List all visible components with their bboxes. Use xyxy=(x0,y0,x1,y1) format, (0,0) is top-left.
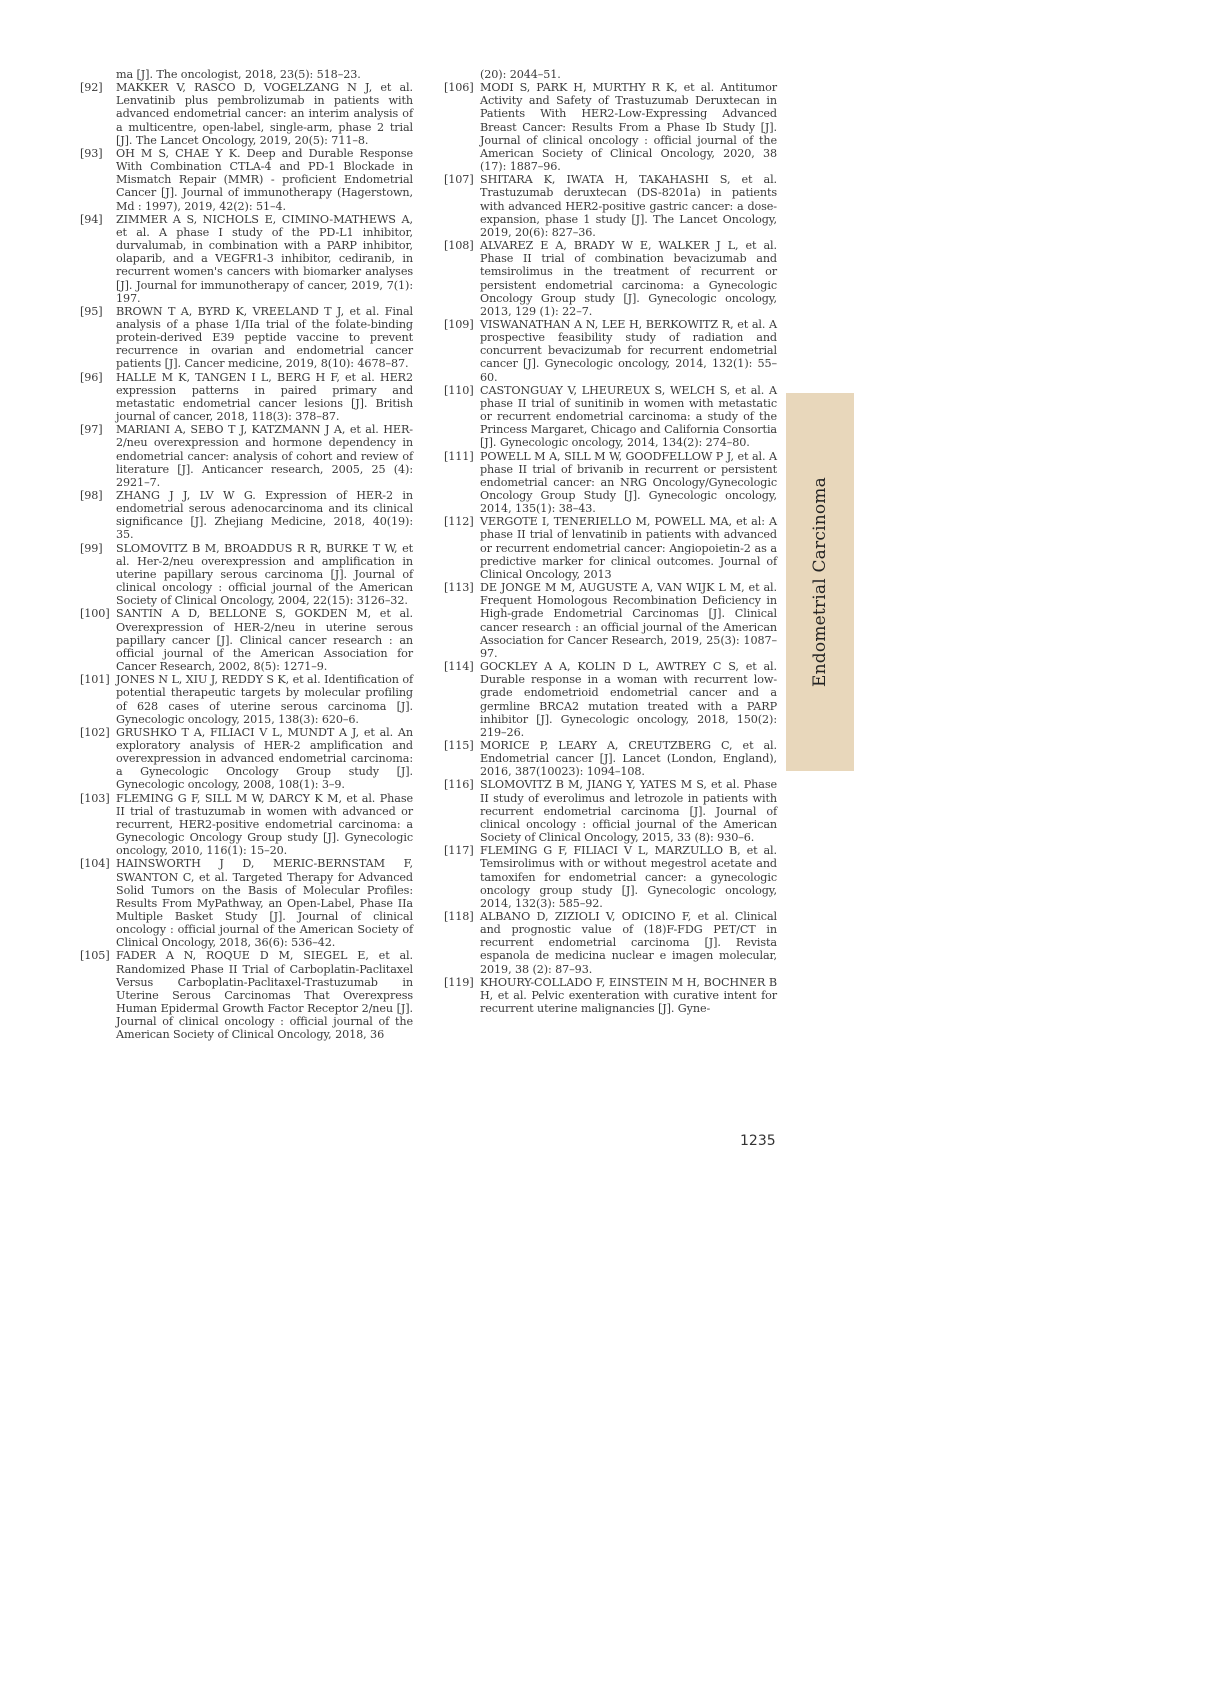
reference-entry xyxy=(80,305,413,371)
reference-number: [102] xyxy=(80,725,110,739)
reference-number: [96] xyxy=(80,370,103,384)
reference-number: [111] xyxy=(444,449,474,463)
reference-number: [114] xyxy=(444,660,474,674)
reference-number: [100] xyxy=(80,607,110,621)
reference-number: [108] xyxy=(444,239,474,253)
reference-text: HALLE M K, TANGEN I L, BERG H F, et al. HER2 expression patterns in paired primary and metastatic endometrial cancer lesions [J]. British journal of cancer, 2018, 118(3): 378–87. xyxy=(116,370,413,424)
reference-entry xyxy=(444,450,777,516)
reference-entry xyxy=(80,949,413,1041)
reference-number: [106] xyxy=(444,81,474,95)
reference-number: [104] xyxy=(80,857,110,871)
reference-entry xyxy=(444,660,777,739)
section-side-tab-label: Endometrial Carcinoma xyxy=(810,477,830,687)
reference-text: SANTIN A D, BELLONE S, GOKDEN M, et al. Overexpression of HER-2/neu in uterine serous papillary cancer [J]. Clinical cancer research : an official journal of the American Association for Cancer Research, 2002, 8(5): 1271–9. xyxy=(116,607,413,674)
reference-entry xyxy=(444,173,777,239)
reference-text: DE JONGE M M, AUGUSTE A, VAN WIJK L M, et al. Frequent Homologous Recombination Deficiency in High-grade Endometrial Carcinomas [J]. Clinical cancer research : an official journal of the American Association for Cancer Research, 2019, 25(3): 1087–97. xyxy=(480,581,777,660)
reference-text: BROWN T A, BYRD K, VREELAND T J, et al. Final analysis of a phase 1/IIa trial of the folate-binding protein-derived E39 peptide vaccine to prevent recurrence in ovarian and endometrial cancer patients [J]. Cancer medicine, 2019, 8(10): 4678–87. xyxy=(116,304,413,371)
reference-text: MARIANI A, SEBO T J, KATZMANN J A, et al. HER-2/neu overexpression and hormone dependency in endometrial cancer: analysis of cohort and review of literature [J]. Anticancer research, 2005, 25 (4): 2921–7. xyxy=(116,423,413,489)
reference-text: MORICE P, LEARY A, CREUTZBERG C, et al. Endometrial cancer [J]. Lancet (London, England), 2016, 387(10023): 1094–108. xyxy=(480,738,777,779)
reference-entry xyxy=(80,68,413,81)
reference-text: ZHANG J J, LV W G. Expression of HER-2 in endometrial serous adenocarcinoma and its clinical significance [J]. Zhejiang Medicine, 2018, 40(19): 35. xyxy=(116,489,413,542)
reference-text: CASTONGUAY V, LHEUREUX S, WELCH S, et al. A phase II trial of sunitinib in women with metastatic or recurrent endometrial carcinoma: a study of the Princess Margaret, Chicago and California Consortia [J]. Gynecologic oncology, 2014, 134(2): 274–80. xyxy=(480,383,777,450)
reference-text: FLEMING G F, FILIACI V L, MARZULLO B, et al. Temsirolimus with or without megestrol acetate and tamoxifen for endometrial cancer: a gynecologic oncology group study [J]. Gynecologic oncology, 2014, 132(3): 585–92. xyxy=(480,844,777,910)
reference-entry xyxy=(444,778,777,844)
reference-text: OH M S, CHAE Y K. Deep and Durable Response With Combination CTLA-4 and PD-1 Blockade in Mismatch Repair (MMR) - proficient Endometrial Cancer [J]. Journal of immunotherapy (Hagerstown, Md : 1997), 2019, 42(2): 51–4. xyxy=(116,146,413,213)
reference-entry xyxy=(444,68,777,81)
reference-entry xyxy=(80,213,413,305)
reference-entry xyxy=(80,792,413,858)
page-number: 1235 xyxy=(740,1133,776,1149)
reference-number: [98] xyxy=(80,489,103,502)
reference-number: [94] xyxy=(80,212,103,226)
reference-text: ALBANO D, ZIZIOLI V, ODICINO F, et al. Clinical and prognostic value of (18)F-FDG PET/CT in recurrent endometrial carcinoma [J]. Revista espanola de medicina nuclear e imagen molecular, 2019, 38 (2): 87–93. xyxy=(480,910,777,976)
reference-text: ZIMMER A S, NICHOLS E, CIMINO-MATHEWS A, et al. A phase I study of the PD-L1 inhibitor, durvalumab, in combination with a PARP inhibitor, olaparib, and a VEGFR1-3 inhibitor, cediranib, in recurrent women's cancers with biomarker analyses [J]. Journal for immunotherapy of cancer, 2019, 7(1): 197. xyxy=(116,212,413,305)
reference-column-left xyxy=(80,68,413,1042)
reference-entry xyxy=(444,81,777,173)
reference-number: [109] xyxy=(444,317,474,331)
reference-text: VISWANATHAN A N, LEE H, BERKOWITZ R, et al. A prospective feasibility study of radiation and concurrent bevacizumab for recurrent endometrial cancer [J]. Gynecologic oncology, 2014, 132(1): 55–60. xyxy=(480,317,777,384)
reference-text: GRUSHKO T A, FILIACI V L, MUNDT A J, et al. An exploratory analysis of HER-2 amplification and overexpression in advanced endometrial carcinoma: a Gynecologic Oncology Group study [J]. Gynecologic oncology, 2008, 108(1): 3–9. xyxy=(116,725,413,792)
reference-number: [118] xyxy=(444,910,474,923)
reference-number: [103] xyxy=(80,791,110,805)
reference-text: HAINSWORTH J D, MERIC-BERNSTAM F, SWANTON C, et al. Targeted Therapy for Advanced Solid Tumors on the Basis of Molecular Profiles: Results From MyPathway, an Open-Label, Phase IIa Multiple Basket Study [J]. Journal of clinical oncology : official journal of the American Society of Clinical Oncology, 2018, 36(6): 536–42. xyxy=(116,857,413,950)
reference-entry xyxy=(80,607,413,673)
reference-entry xyxy=(80,81,413,147)
reference-entry xyxy=(444,515,777,581)
reference-number: [112] xyxy=(444,515,474,529)
reference-text: VERGOTE I, TENERIELLO M, POWELL MA, et al: A phase II trial of lenvatinib in patients with advanced or recurrent endometrial cancer: Angiopoietin-2 as a predictive marker for clinical outcomes. Journal of Clinical Oncology, 2013 xyxy=(480,515,777,581)
reference-entry xyxy=(80,423,413,489)
reference-text: (20): 2044–51. xyxy=(480,68,561,81)
reference-text: MODI S, PARK H, MURTHY R K, et al. Antitumor Activity and Safety of Trastuzumab Deruxtecan in Patients With HER2-Low-Expressing Advanced Breast Cancer: Results From a Phase Ib Study [J]. Journal of clinical oncology : official journal of the American Society of Clinical Oncology, 2020, 38 (17): 1887–96. xyxy=(480,81,777,174)
reference-text: FLEMING G F, SILL M W, DARCY K M, et al. Phase II trial of trastuzumab in women with advanced or recurrent, HER2-positive endometrial carcinoma: a Gynecologic Oncology Group study [J]. Gynecologic oncology, 2010, 116(1): 15–20. xyxy=(116,791,413,858)
reference-text: SLOMOVITZ B M, BROADDUS R R, BURKE T W, et al. Her-2/neu overexpression and amplification in uterine papillary serous carcinoma [J]. Journal of clinical oncology : official journal of the American Society of Clinical Oncology, 2004, 22(15): 3126–32. xyxy=(116,541,413,608)
reference-number: [117] xyxy=(444,844,474,858)
reference-number: [116] xyxy=(444,778,474,792)
reference-number: [115] xyxy=(444,738,474,752)
reference-entry xyxy=(444,581,777,660)
reference-number: [92] xyxy=(80,81,103,95)
reference-entry xyxy=(80,726,413,792)
reference-text: ma [J]. The oncologist, 2018, 23(5): 518–23. xyxy=(116,68,361,81)
reference-text: MAKKER V, RASCO D, VOGELZANG N J, et al. Lenvatinib plus pembrolizumab in patients with advanced endometrial cancer: an interim analysis of a multicentre, open-label, single-arm, phase 2 trial [J]. The Lancet Oncology, 2019, 20(5): 711–8. xyxy=(116,81,413,147)
reference-number: [95] xyxy=(80,304,103,318)
reference-number: [107] xyxy=(444,173,474,187)
reference-entry xyxy=(444,844,777,910)
reference-number: [105] xyxy=(80,949,110,963)
reference-text: JONES N L, XIU J, REDDY S K, et al. Identification of potential therapeutic targets by molecular profiling of 628 cases of uterine serous carcinoma [J]. Gynecologic oncology, 2015, 138(3): 620–6. xyxy=(116,673,413,726)
reference-entry xyxy=(444,384,777,450)
reference-entry xyxy=(80,147,413,213)
reference-text: POWELL M A, SILL M W, GOODFELLOW P J, et al. A phase II trial of brivanib in recurrent or persistent endometrial cancer: an NRG Oncology/Gynecologic Oncology Group Study [J]. Gynecologic oncology, 2014, 135(1): 38–43. xyxy=(480,449,777,516)
reference-entry xyxy=(80,673,413,726)
reference-text: SHITARA K, IWATA H, TAKAHASHI S, et al. Trastuzumab deruxtecan (DS-8201a) in patients with advanced HER2-positive gastric cancer: a dose-expansion, phase 1 study [J]. The Lancet Oncology, 2019, 20(6): 827–36. xyxy=(480,173,777,239)
reference-number: [110] xyxy=(444,383,474,397)
reference-entry xyxy=(80,542,413,608)
reference-text: ALVAREZ E A, BRADY W E, WALKER J L, et al. Phase II trial of combination bevacizumab and temsirolimus in the treatment of recurrent or persistent endometrial carcinoma: a Gynecologic Oncology Group study [J]. Gynecologic oncology, 2013, 129 (1): 22–7. xyxy=(480,239,777,318)
reference-text: KHOURY-COLLADO F, EINSTEIN M H, BOCHNER B H, et al. Pelvic exenteration with curative intent for recurrent uterine malignancies [J]. Gyne- xyxy=(480,975,777,1016)
reference-text: GOCKLEY A A, KOLIN D L, AWTREY C S, et al. Durable response in a woman with recurrent low-grade endometrioid endometrial cancer and a germline BRCA2 mutation treated with a PARP inhibitor [J]. Gynecologic oncology, 2018, 150(2): 219–26. xyxy=(480,660,777,739)
reference-number: [119] xyxy=(444,975,474,989)
reference-entry xyxy=(80,857,413,949)
reference-entry xyxy=(444,739,777,778)
reference-column-right xyxy=(444,68,777,1015)
reference-entry xyxy=(80,489,413,542)
reference-number: [99] xyxy=(80,541,103,555)
reference-number: [101] xyxy=(80,673,110,687)
reference-text: FADER A N, ROQUE D M, SIEGEL E, et al. Randomized Phase II Trial of Carboplatin-Paclitaxel Versus Carboplatin-Paclitaxel-Trastuzumab in Uterine Serous Carcinomas That Overexpress Human Epidermal Growth Factor Receptor 2/neu [J]. Journal of clinical oncology : official journal of the American Society of Clinical Oncology, 2018, 36 xyxy=(116,949,413,1042)
reference-number: [97] xyxy=(80,423,103,437)
reference-text: SLOMOVITZ B M, JIANG Y, YATES M S, et al. Phase II study of everolimus and letrozole in patients with recurrent endometrial carcinoma [J]. Journal of clinical oncology : official journal of the American Society of Clinical Oncology, 2015, 33 (8): 930–6. xyxy=(480,778,777,845)
section-side-tab xyxy=(786,393,854,771)
reference-entry xyxy=(444,910,777,976)
reference-entry xyxy=(444,976,777,1015)
reference-entry xyxy=(444,239,777,318)
reference-number: [113] xyxy=(444,581,474,595)
reference-entry xyxy=(444,318,777,384)
reference-entry xyxy=(80,371,413,424)
reference-number: [93] xyxy=(80,146,103,160)
